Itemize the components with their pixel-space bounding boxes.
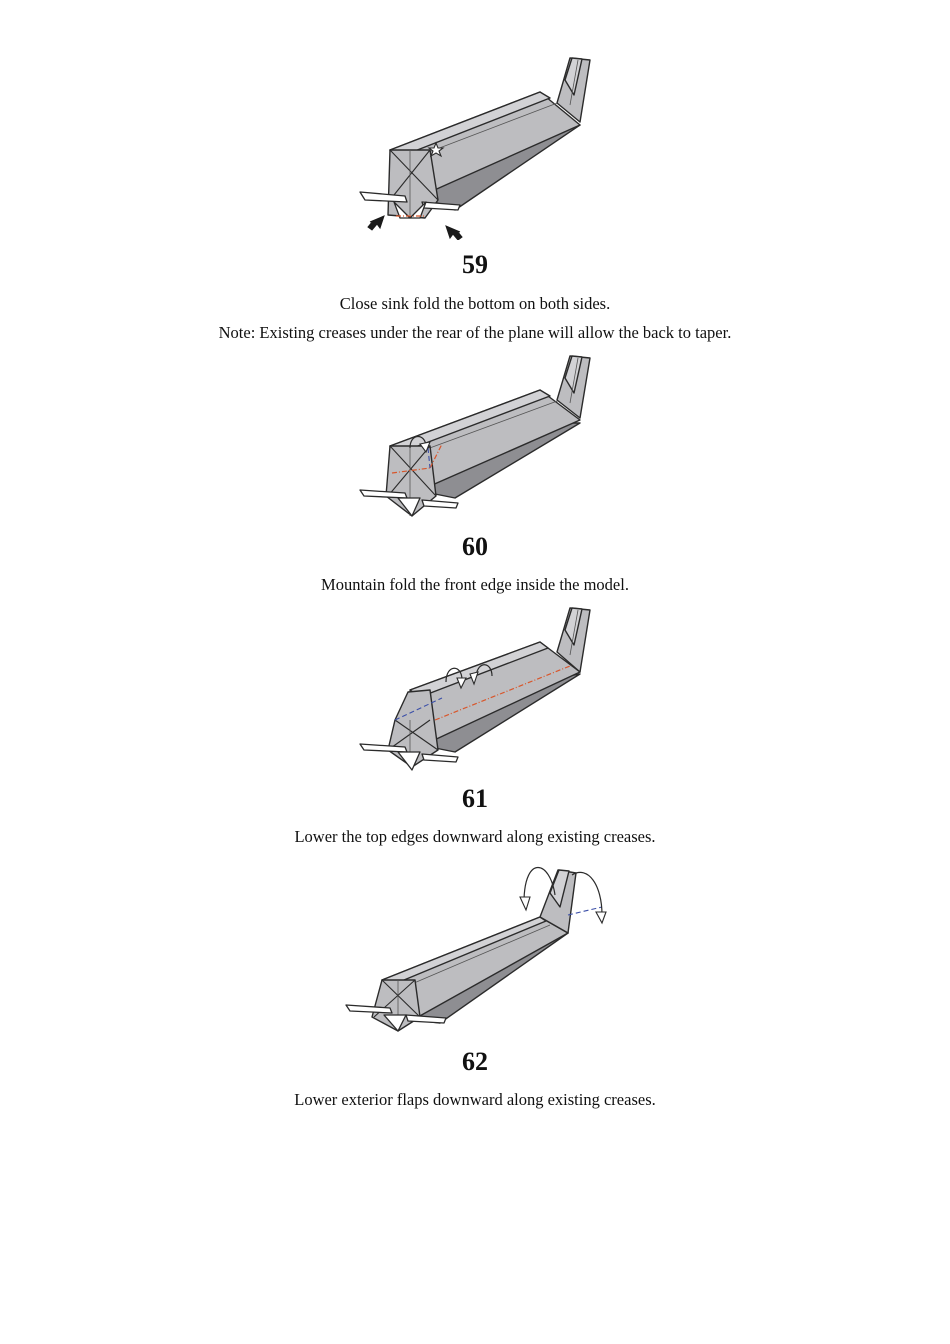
step-61-model-illustration	[350, 602, 610, 777]
step-62-model-illustration	[340, 855, 620, 1040]
step-number: 59	[462, 250, 488, 279]
step-60-model-illustration	[350, 348, 610, 523]
step-59-diagram	[350, 50, 610, 240]
step-number: 61	[462, 784, 488, 813]
step-62-diagram	[340, 855, 620, 1040]
step-note: Note: Existing creases under the rear of the plane will allow the back to taper.	[218, 323, 732, 342]
step-61-diagram	[350, 602, 610, 777]
step-instruction: Close sink fold the bottom on both sides.	[339, 294, 611, 313]
step-59-model-illustration	[350, 50, 610, 240]
step-instruction: Lower the top edges downward along existing creases.	[294, 827, 656, 846]
step-number: 60	[462, 532, 488, 561]
step-60-diagram	[350, 348, 610, 523]
step-instruction: Mountain fold the front edge inside the model.	[321, 575, 629, 594]
step-number: 62	[462, 1047, 488, 1076]
step-instruction: Lower exterior flaps downward along existing creases.	[294, 1090, 656, 1109]
